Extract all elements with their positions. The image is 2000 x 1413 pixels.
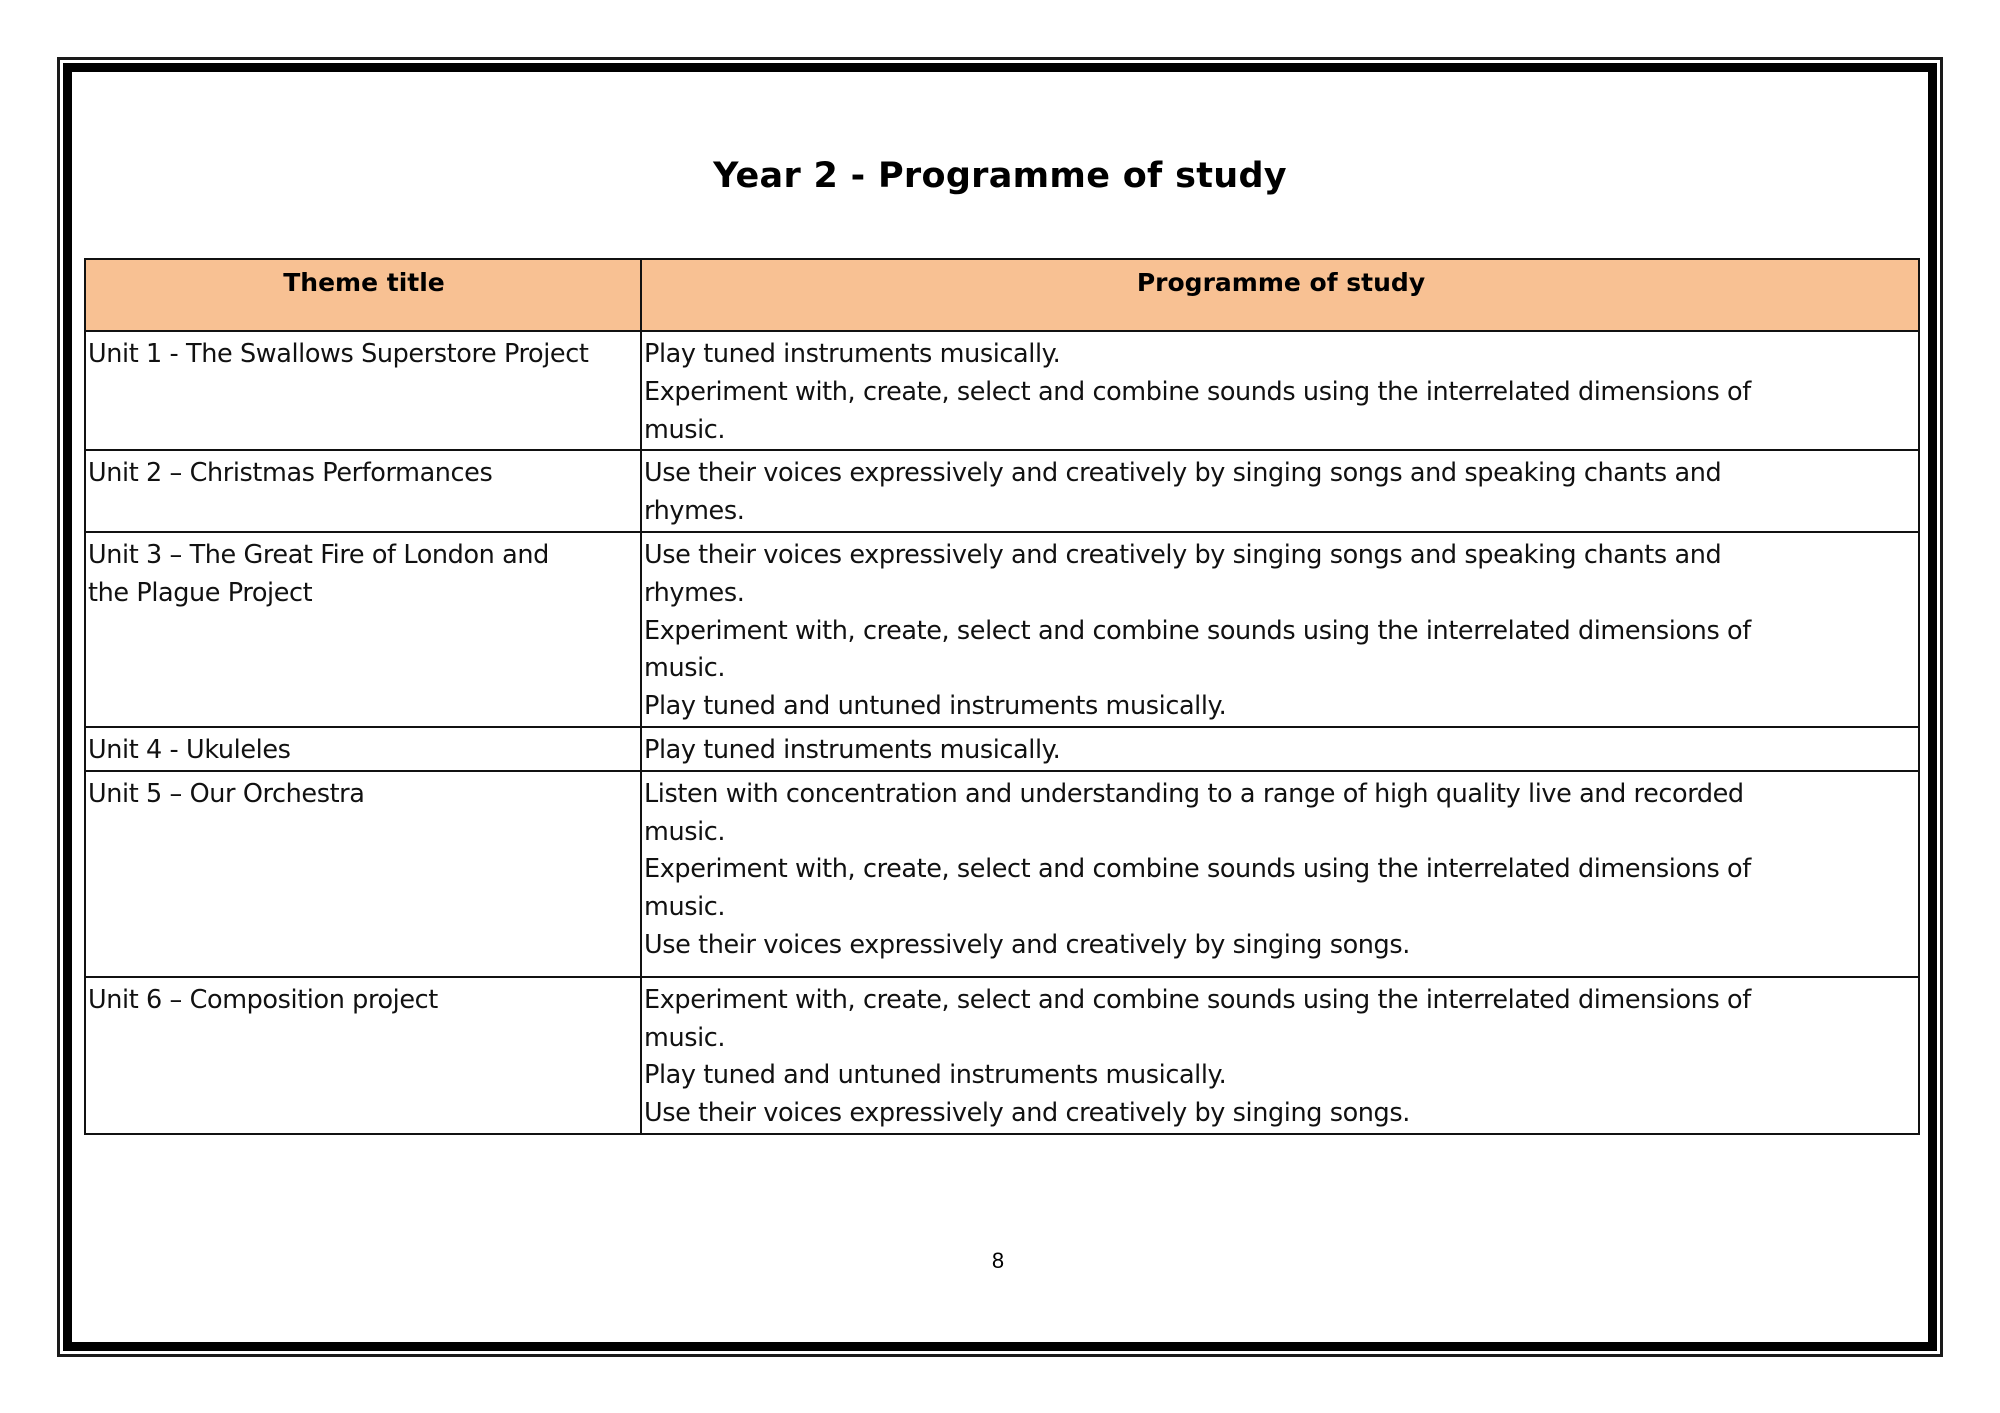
header-theme-title: Theme title	[85, 259, 641, 331]
programme-text-line: Use their voices expressively and creatively by singing songs and speaking chants and	[644, 458, 1722, 489]
table-row	[85, 450, 1919, 532]
programme-text-line: music.	[644, 414, 726, 445]
programme-text-line: Use their voices expressively and creatively by singing songs and speaking chants and	[644, 539, 1722, 570]
programme-text-line: Play tuned instruments musically.	[644, 339, 1061, 369]
programme-text-line: Experiment with, create, select and combine sounds using the interrelated dimensions of	[644, 984, 1751, 1015]
programme-text-line: music.	[644, 892, 726, 923]
programme-cell	[641, 532, 1919, 727]
table-body	[85, 331, 1919, 1134]
theme-title-text: Unit 3 – The Great Fire of London and	[88, 539, 549, 570]
theme-title-text: Unit 4 - Ukuleles	[88, 734, 291, 765]
theme-title-cell	[85, 450, 641, 532]
programme-text-line: Use their voices expressively and creatively by singing songs.	[644, 1098, 1410, 1129]
table-row	[85, 532, 1919, 727]
programme-text-line: music.	[644, 1022, 726, 1053]
programme-text-line: Play tuned and untuned instruments musically.	[644, 1060, 1227, 1091]
page-number: 8	[991, 1248, 1005, 1273]
programme-text-line: Play tuned and untuned instruments musically.	[644, 691, 1227, 722]
programme-cell	[641, 331, 1919, 450]
programme-text-line: Play tuned instruments musically.	[644, 734, 1061, 765]
table-header-row	[85, 259, 1919, 331]
theme-title-text: Unit 5 – Our Orchestra	[88, 778, 365, 809]
theme-title-cell	[85, 727, 641, 771]
programme-text-line: Experiment with, create, select and combine sounds using the interrelated dimensions of	[644, 376, 1751, 407]
programme-text-line: Experiment with, create, select and combine sounds using the interrelated dimensions of	[644, 615, 1751, 646]
theme-title-cell	[85, 977, 641, 1134]
theme-title-cell	[85, 331, 641, 450]
programme-cell	[641, 771, 1919, 977]
header-programme-of-study: Programme of study	[641, 259, 1919, 331]
page-title: Year 2 - Programme of study	[713, 156, 1287, 196]
theme-title-cell	[85, 771, 641, 977]
programme-text-line: rhymes.	[644, 577, 745, 608]
table-row	[85, 727, 1919, 771]
theme-title-text: the Plague Project	[88, 577, 313, 608]
programme-text-line: music.	[644, 816, 726, 847]
table-row	[85, 331, 1919, 450]
table-row	[85, 771, 1919, 977]
programme-text-line: Experiment with, create, select and combine sounds using the interrelated dimensions of	[644, 854, 1751, 885]
theme-title-cell	[85, 532, 641, 727]
table-row	[85, 977, 1919, 1134]
theme-title-text: Unit 6 – Composition project	[88, 984, 438, 1015]
programme-cell	[641, 977, 1919, 1134]
programme-of-study-table	[84, 258, 1920, 1135]
theme-title-text: Unit 2 – Christmas Performances	[88, 458, 493, 489]
programme-text-line: Listen with concentration and understanding to a range of high quality live and recorded	[644, 778, 1744, 809]
programme-text-line: rhymes.	[644, 496, 745, 527]
programme-cell	[641, 450, 1919, 532]
programme-text-line: music.	[644, 653, 726, 684]
programme-cell	[641, 727, 1919, 771]
programme-text-line: Use their voices expressively and creatively by singing songs.	[644, 929, 1410, 960]
theme-title-text: Unit 1 - The Swallows Superstore Project	[88, 339, 589, 369]
